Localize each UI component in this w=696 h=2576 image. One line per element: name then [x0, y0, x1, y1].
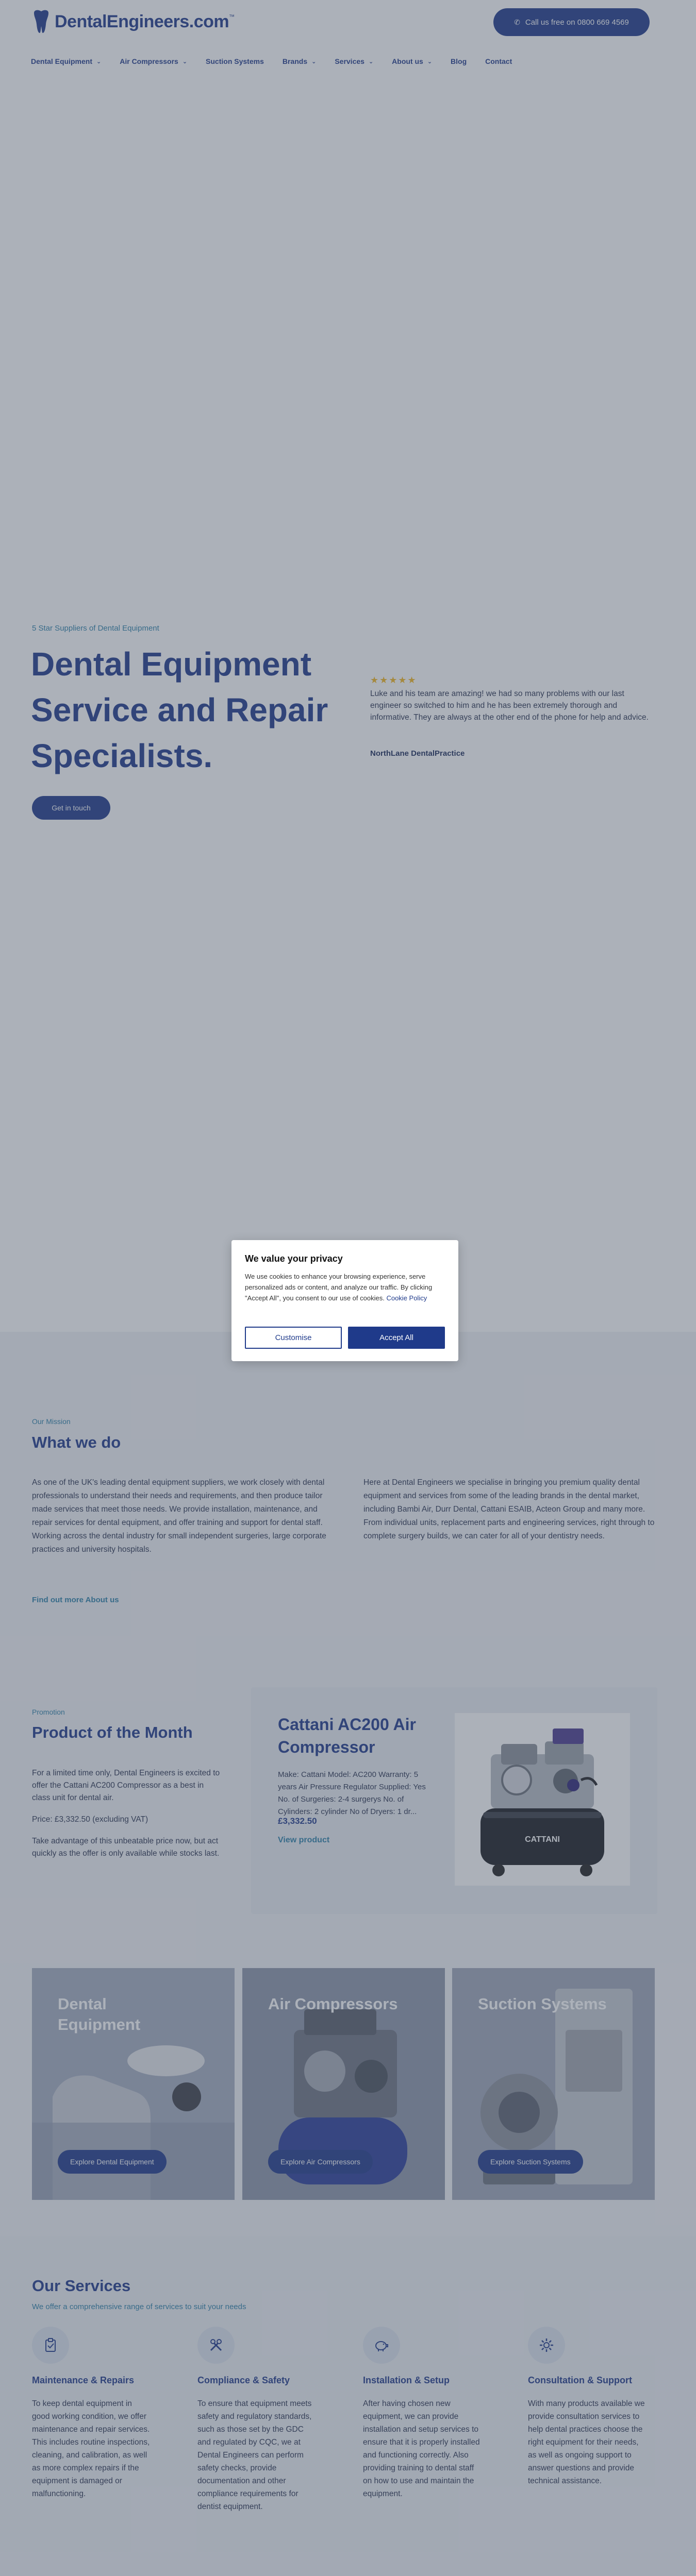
review-text: Luke and his team are amazing! we had so many problems with our last engineer so switched to him and he has been extremely thorough and informative. They are always at the other end of the phone for help and advice. [370, 689, 649, 722]
explore-suction-systems-button[interactable]: Explore Suction Systems [478, 2150, 583, 2174]
cookie-title: We value your privacy [245, 1253, 343, 1264]
explore-air-compressors-button[interactable]: Explore Air Compressors [268, 2150, 373, 2174]
nav-label: Suction Systems [206, 57, 264, 65]
cookie-policy-link[interactable]: Cookie Policy [386, 1294, 427, 1302]
nav-label: Blog [451, 57, 467, 65]
service-text: To ensure that equipment meets safety and regulatory standards, such as those set by the GDC and regulated by CQC, we at Dental Engineers can perform safety checks, provide documentation and other compliance requirements for dentist equipment. [197, 2399, 312, 2511]
nav-label: Contact [485, 57, 512, 65]
cookie-text [245, 1271, 447, 1303]
star-rating: ★★★★★ [370, 675, 417, 685]
services-subtitle: We offer a comprehensive range of services to suit your needs [32, 2302, 246, 2311]
promotion-paragraph: For a limited time only, Dental Engineers is excited to offer the Cattani AC200 Compressor as a best in class unit for dental air. [32, 1769, 220, 1802]
nav-label: About us [392, 57, 423, 65]
mission-text-right: Here at Dental Engineers we specialise in bringing you premium quality dental equipment and services from some of the leading brands in the dental market, including Bambi Air, Durr Dental, Cattani ESAIB, Acteon Group and many more. From individual units, replacement parts and engineering services, right through to complete surgery builds, we can cater for all of your dentistry needs. [363, 1478, 655, 1540]
nav-label: Services [335, 57, 364, 65]
tile-title: Air Compressors [268, 1995, 398, 2013]
about-us-link[interactable]: Find out more About us [32, 1596, 119, 1604]
tile-title: Dental Equipment [58, 1995, 141, 2033]
customise-button[interactable]: Customise [245, 1327, 342, 1349]
product-price: £3,332.50 [278, 1816, 317, 1826]
get-in-touch-button[interactable]: Get in touch [32, 796, 110, 820]
chevron-down-icon: ⌄ [182, 58, 188, 65]
hero-eyebrow: 5 Star Suppliers of Dental Equipment [32, 624, 159, 633]
mission-text-left: As one of the UK's leading dental equipment suppliers, we work closely with dental professionals to understand their needs and requirements, and then produce tailor made services that meet those needs. We provide installation, maintenance, and repair services for dental equipment, and offer training and support for dental staff. Working across the dental industry for small independent surgeries, large corporate practices and university hospitals. [32, 1478, 326, 1554]
chevron-down-icon: ⌄ [96, 58, 102, 65]
promotion-price: Price: £3,332.50 (excluding VAT) [32, 1815, 148, 1824]
review-author: NorthLane DentalPractice [370, 749, 465, 758]
cookie-message: We use cookies to enhance your browsing experience, serve personalized ads or content, and analyze our traffic. By clicking "Accept All", you consent to our use of cookies. [245, 1273, 433, 1302]
mission-eyebrow: Our Mission [32, 1417, 71, 1426]
service-title: Maintenance & Repairs [32, 2375, 135, 2385]
services-title: Our Services [32, 2277, 131, 2295]
call-us-label: Call us free on 0800 669 4569 [525, 18, 629, 27]
service-title: Compliance & Safety [197, 2375, 290, 2385]
service-title: Consultation & Support [528, 2375, 632, 2385]
tile-title: Suction Systems [478, 1995, 607, 2013]
accept-all-button[interactable]: Accept All [348, 1327, 445, 1349]
logo-text: DentalEngineers.com [55, 11, 229, 31]
service-text: After having chosen new equipment, we can provide installation and setup services to ensure that it is properly installed and functioning correctly. Also providing training to dental staff on how to use and maintain the equipment. [363, 2399, 480, 2498]
product-of-month-title: Product of the Month [32, 1723, 193, 1741]
nav-label: Air Compressors [120, 57, 178, 65]
nav-label: Dental Equipment [31, 57, 93, 65]
product-description: Make: Cattani Model: AC200 Warranty: 5 years Air Pressure Regulator Supplied: Yes No. of Surgeries: 2-4 surgerys No. of Cylinders: 2 cylinder No of Dryers: 1 dr... [278, 1770, 426, 1816]
product-name[interactable]: Cattani AC200 Air Compressor [278, 1715, 416, 1756]
mission-title: What we do [32, 1433, 121, 1451]
explore-dental-equipment-button[interactable]: Explore Dental Equipment [58, 2150, 167, 2174]
service-title: Installation & Setup [363, 2375, 450, 2385]
service-text: To keep dental equipment in good working condition, we offer maintenance and repair services. This includes routine inspections, cleaning, and calibration, as well as more complex repairs if the equipment is damaged or malfunctioning. [32, 2399, 150, 2498]
view-product-link[interactable]: View product [278, 1836, 330, 1844]
chevron-down-icon: ⌄ [311, 58, 317, 65]
cookie-consent-dialog [231, 1240, 458, 1361]
service-text: With many products available we provide consultation services to help dental practices choose the right equipment for their needs, as well as ongoing support to answer questions and provide technical assistance. [528, 2399, 645, 2485]
logo-trademark: ™ [229, 14, 235, 20]
nav-label: Brands [282, 57, 308, 65]
hero-title: Dental Equipment Service and Repair Specialists. [31, 646, 328, 774]
promotion-paragraph: Take advantage of this unbeatable price now, but act quickly as the offer is only available while stocks last. [32, 1837, 220, 1858]
chevron-down-icon: ⌄ [427, 58, 433, 65]
chevron-down-icon: ⌄ [368, 58, 374, 65]
promotion-eyebrow: Promotion [32, 1708, 65, 1716]
image-brand-label: CATTANI [525, 1835, 560, 1844]
phone-icon: ✆ [514, 18, 520, 26]
